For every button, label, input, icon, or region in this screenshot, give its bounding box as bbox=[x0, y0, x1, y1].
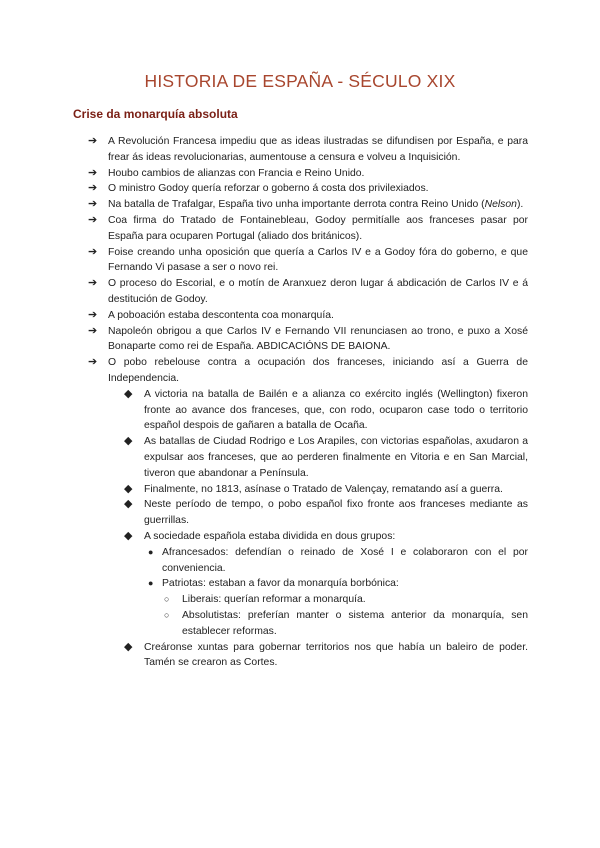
diamond-icon: ◆ bbox=[124, 640, 133, 653]
sub-list-item-text: A sociedade española estaba dividida en dous grupos: bbox=[144, 530, 396, 542]
diamond-icon: ◆ bbox=[124, 498, 133, 511]
arrow-icon: ➔ bbox=[88, 324, 98, 337]
list-item bbox=[88, 308, 528, 324]
list-item bbox=[88, 276, 528, 308]
list-item bbox=[88, 245, 528, 277]
sub-list-item bbox=[124, 640, 528, 672]
arrow-icon: ➔ bbox=[88, 277, 98, 290]
list-item-text: O ministro Godoy quería reforzar o goberno á costa dos privilexiados. bbox=[108, 183, 429, 195]
diamond-icon: ◆ bbox=[124, 435, 133, 448]
section-heading: Crise da monarquía absoluta bbox=[73, 107, 238, 121]
sub-list-item-text: Finalmente, no 1813, asínase o Tratado de Valençay, rematando así a guerra. bbox=[144, 483, 503, 495]
diamond-icon: ◆ bbox=[124, 387, 133, 400]
list-item bbox=[88, 181, 528, 197]
group-item-text: Afrancesados: defendían o reinado de Xosé I e colaboraron con el por conveniencia. bbox=[162, 546, 528, 574]
diamond-icon: ◆ bbox=[124, 529, 133, 542]
sub-list-item bbox=[124, 434, 528, 481]
list-item bbox=[88, 213, 528, 245]
subgroup-item-text: Absolutistas: preferían manter o sistema anterior da monarquía, sen establecer reformas. bbox=[182, 609, 528, 637]
list-item-text: Houbo cambios de alianzas con Francia e Reino Unido. bbox=[108, 167, 365, 179]
list-item bbox=[88, 355, 528, 387]
bullet-icon: ● bbox=[148, 578, 154, 589]
subgroup-item bbox=[162, 608, 528, 640]
list-item-text: A Revolución Francesa impediu que as ideas ilustradas se difundisen por España, e para frear ás ideas revolucionarias, aumentouse a censura e volveu a Inquisición. bbox=[108, 136, 528, 163]
italic-text-run: Nelson bbox=[484, 199, 517, 211]
bullet-icon: ● bbox=[148, 546, 154, 557]
sub-list-item bbox=[124, 529, 528, 545]
sub-list-item bbox=[124, 482, 528, 498]
list-item-text bbox=[108, 199, 523, 210]
list-item bbox=[88, 197, 528, 213]
arrow-icon: ➔ bbox=[88, 245, 98, 258]
circle-icon: ○ bbox=[164, 594, 170, 605]
list-item-text: Coa firma do Tratado de Fontainebleau, Godoy permitíalle aos franceses pasar por España para ocuparen Portugal (aliado dos británicos). bbox=[108, 214, 528, 242]
group-item bbox=[144, 545, 528, 577]
arrow-icon: ➔ bbox=[88, 356, 98, 369]
list-item bbox=[88, 166, 528, 182]
arrow-icon: ➔ bbox=[88, 198, 98, 211]
sub-list-item-text: Neste período de tempo, o pobo español fixo fronte aos franceses mediante as guerrillas. bbox=[144, 499, 528, 527]
list-item-text: Foise creando unha oposición que quería a Carlos IV e a Godoy fóra do goberno, e que Fernando Vi pasase a ser o novo rei. bbox=[108, 246, 528, 274]
subgroup-item-text: Liberais: querían reformar a monarquía. bbox=[182, 594, 366, 606]
diamond-icon: ◆ bbox=[124, 482, 133, 495]
document-title: HISTORIA DE ESPAÑA - SÉCULO XIX bbox=[144, 71, 456, 91]
text-run: Na batalla de Trafalgar, España tivo unha importante derrota contra Reino Unido ( bbox=[108, 199, 485, 211]
sub-list-item-text: As batallas de Ciudad Rodrigo e Los Arapiles, con victorias españolas, axudaron a expulsar aos franceses, que ao perderen finalmente en Vitoria e en San Marcial, tiveron que abandonar a Península. bbox=[144, 436, 528, 479]
sub-list-item bbox=[124, 497, 528, 529]
group-item-text: Patriotas: estaban a favor da monarquía borbónica: bbox=[162, 578, 399, 590]
arrow-icon: ➔ bbox=[88, 182, 98, 195]
list-item-text: A poboación estaba descontenta coa monarquía. bbox=[108, 309, 334, 321]
arrow-icon: ➔ bbox=[88, 213, 98, 226]
circle-icon: ○ bbox=[164, 609, 170, 620]
list-item bbox=[88, 324, 528, 356]
arrow-icon: ➔ bbox=[88, 166, 98, 179]
arrow-icon: ➔ bbox=[88, 135, 98, 147]
list-item-text: O pobo rebelouse contra a ocupación dos franceses, iniciando así a Guerra de Independencia. bbox=[108, 357, 528, 384]
arrow-icon: ➔ bbox=[88, 308, 98, 321]
list-item-text: O proceso do Escorial, e o motín de Aranxuez deron lugar á abdicación de Carlos IV e á destitución de Godoy. bbox=[108, 278, 528, 305]
subgroup-item bbox=[162, 592, 528, 608]
group-item bbox=[144, 576, 528, 592]
sub-list-item-text: Creáronse xuntas para gobernar territorios nos que había un baleiro de poder. Tamén se crearon as Cortes. bbox=[144, 641, 528, 669]
list-item bbox=[88, 134, 528, 166]
sub-list-item bbox=[124, 387, 528, 434]
list-item-text: Napoleón obrigou a que Carlos IV e Fernando VII renunciasen ao trono, e puxo a Xosé Bonaparte como rei de España. ABDICACIÓNS DE BAIONA. bbox=[108, 325, 528, 353]
sub-list-item-text: A victoria na batalla de Bailén e a alianza co exército inglés (Wellington) fixeron fronte ao avance dos franceses, que, con rodo, ocuparon case todo o territorio español despois de gañaren a batalla de Ocaña. bbox=[144, 388, 528, 432]
content-list bbox=[88, 134, 528, 671]
text-run: ). bbox=[516, 199, 524, 211]
